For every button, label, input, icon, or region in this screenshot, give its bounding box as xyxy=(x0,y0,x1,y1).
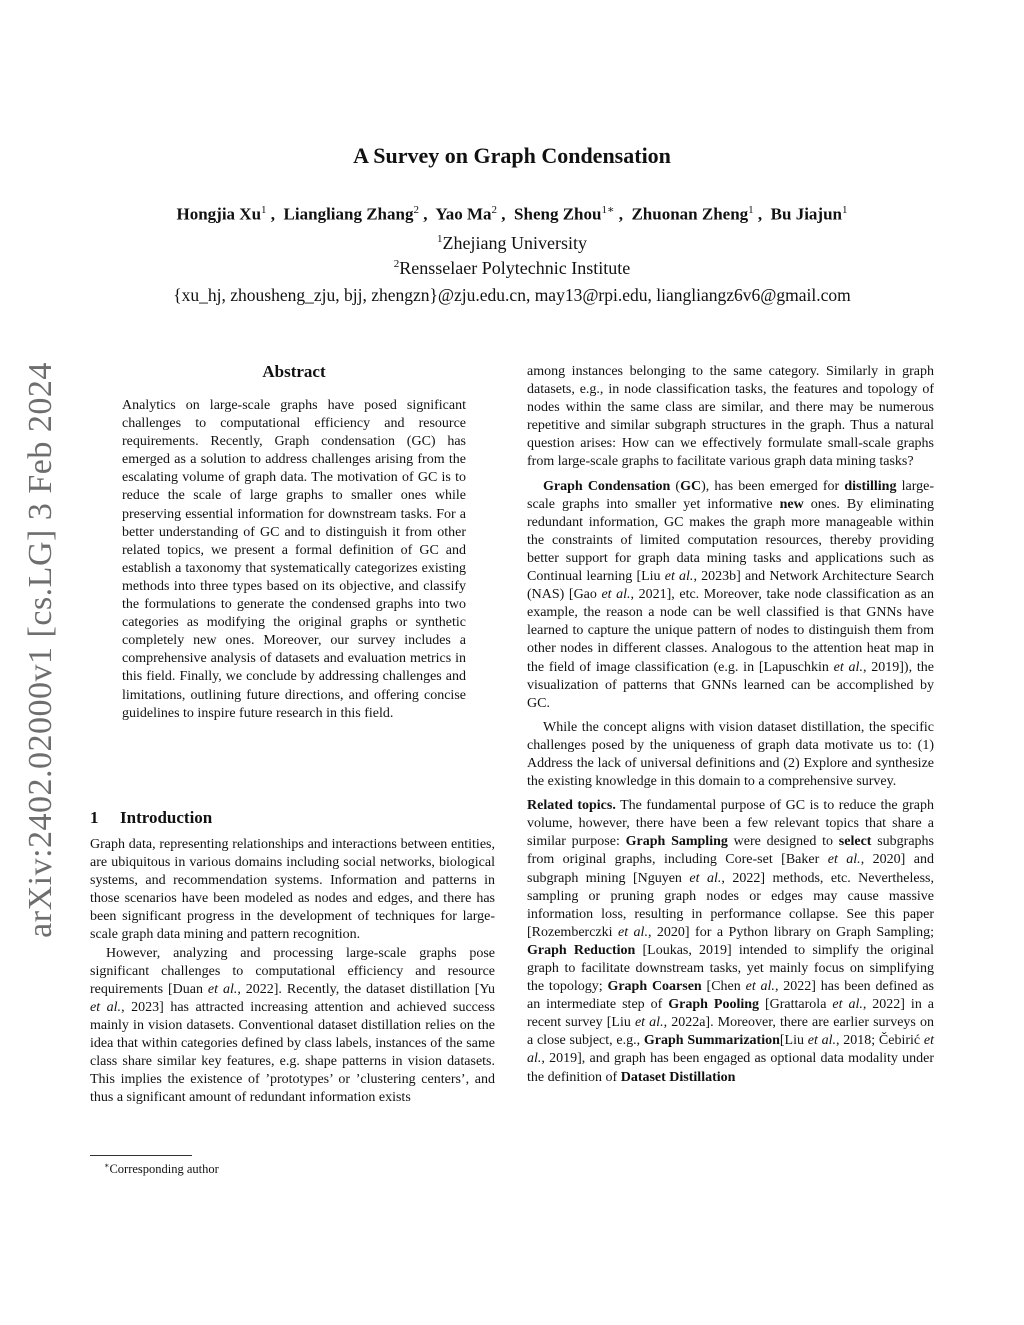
author-name: Liangliang Zhang xyxy=(283,204,414,224)
author-name: Zhuonan Zheng xyxy=(631,204,749,224)
intro-body xyxy=(90,836,495,1107)
section-number: 1 xyxy=(90,808,99,827)
section-title: Introduction xyxy=(120,808,213,827)
right-paragraph-2: Graph Condensation (GC), has been emerged for distilling large-scale graphs into smaller yet informative new ones. By eliminating redundant information, GC makes the graph more manageable within the constraints of limited computation resources, thereby providing better support for graph data mining tasks and applications such as Continual learning [Liu et al., 2023b] and Network Architecture Search (NAS) [Gao et al., 2021], etc. Moreover, take node classification as an example, the reason a node can be well classified is that GNNs have learned to capture the unique pattern of nodes to distinguish them from other nodes in different classes. Analogous to the attention heat map in the field of image classification (e.g. in [Lapuschkin et al., 2019]), the visualization of patterns that GNNs learned can be accomplished by GC. xyxy=(527,478,935,711)
intro-paragraph-2: However, analyzing and processing large-scale graphs pose significant challenges to computational efficiency and resource requirements [Duan et al., 2022]. Recently, the dataset distillation [Yu et al., 2023] has attracted increasing attention and achieved success mainly in vision datasets. Conventional dataset distillation relies on the idea that within categories defined by class labels, instances of the same class share similar key features, e.g. shape patterns in vision datasets. This implies the existence of ’prototypes’ or ’clustering centers’, and thus a significant amount of redundant information exists xyxy=(90,945,495,1106)
affiliation-name: Zhejiang University xyxy=(442,233,587,253)
affiliation-mark: 1 xyxy=(437,233,443,245)
footnote-text: Corresponding author xyxy=(109,1162,219,1177)
author-affil-mark: 2 xyxy=(491,204,498,216)
footnote-mark: ∗ xyxy=(104,1161,110,1170)
abstract-heading: Abstract xyxy=(262,362,326,381)
author-affil-mark: 2 xyxy=(413,204,419,216)
author-affil-mark: 1∗ xyxy=(601,204,615,216)
abstract-paragraph: Analytics on large-scale graphs have posed significant challenges to computational efficiency and resource requirements. Recently, Graph condensation (GC) has emerged as a solution to address challenges arising from the escalating volume of graph data. The motivation of GC is to reduce the scale of large graphs to smaller ones while preserving essential information for downstream tasks. For a better understanding of GC and to distinguish it from other related topics, we present a formal definition of GC and establish a taxonomy that systematically categorizes existing methods into three types based on its objective, and classify the formulations to generate the condensed graphs into two categories as modifying the original graphs or synthetic completely new ones. Moreover, our survey includes a comprehensive analysis of datasets and evaluation metrics in this field. Finally, we conclude by addressing challenges and limitations, outlining future directions, and offering concise guidelines to inspire future research in this field. xyxy=(122,398,466,721)
author-name: Yao Ma xyxy=(435,204,492,224)
affiliation-mark: 2 xyxy=(393,258,400,270)
arxiv-stamp xyxy=(12,362,70,938)
section-heading-introduction xyxy=(90,808,212,828)
paper-title: A Survey on Graph Condensation xyxy=(353,143,671,168)
abstract-body xyxy=(122,397,466,723)
author-affil-mark: 1 xyxy=(261,204,267,216)
affiliation-1 xyxy=(0,233,1024,254)
intro-paragraph-1: Graph data, representing relationships and interactions between entities, are ubiquitous in various domains including social networks, biological systems, and recommendation systems. Information and patterns in those scenarios have been modeled as nodes and edges, and there has been significant progress in the development of techniques for large-scale graph data mining and pattern recognition. xyxy=(90,837,495,943)
right-paragraph-1: among instances belonging to the same category. Similarly in graph datasets, e.g., in node classification tasks, the features and topology of nodes within the same class are similar, and there may be numerous repetitive and similar subgraph structures in the graph. Thus a natural question arises: How can we effectively formulate small-scale graphs from large-scale graphs to facilitate various graph data mining tasks? xyxy=(527,364,934,470)
footnote xyxy=(104,1161,219,1177)
author-emails: {xu_hj, zhousheng_zju, bjj, zhengzn}@zju.edu.cn, may13@rpi.edu, liangliangz6v6@gmail.com xyxy=(173,285,851,305)
affiliation-2 xyxy=(0,258,1024,279)
author-name: Sheng Zhou xyxy=(514,204,602,224)
author-list: Hongjia Xu$^1$ , Liangliang Zhang$^2$ , Yao Ma$^2$ , Sheng Zhou$^{1∗}$ , Zhuonan Zheng$^1$ , Bu Jiajun$^1$ xyxy=(176,204,848,224)
right-paragraph-3: While the concept aligns with vision dataset distillation, the specific challenges posed by the uniqueness of graph data motivate us to: (1) Address the lack of universal definitions and (2) Explore and synthesize the existing knowledge in this domain to a comprehensive survey. xyxy=(527,719,934,790)
author-name: Hongjia Xu xyxy=(176,204,262,224)
author-affil-mark: 1 xyxy=(748,204,754,216)
affiliation-name: Rensselaer Polytechnic Institute xyxy=(399,258,631,278)
footnote-rule xyxy=(90,1155,192,1156)
author-name: Bu Jiajun xyxy=(770,204,842,224)
right-paragraph-related-topics: Related topics. The fundamental purpose of GC is to reduce the graph volume, however, there have been a few relevant topics that share a similar purpose: Graph Sampling were designed to select subgraphs from original graphs, including Core-set [Baker et al., 2020] and subgraph mining [Nguyen et al., 2022] methods, etc. Nevertheless, sampling or pruning graph nodes or edges may cause massive information loss, resulting in performance collapse. See this paper [Rozemberczki et al., 2020] for a Python library on Graph Sampling; Graph Reduction [Loukas, 2019] intended to simplify the original graph to facilitate downstream tasks, yet mainly focus on simplifying the topology; Graph Coarsen [Chen et al., 2022] has been defined as an intermediate step of Graph Pooling [Grattarola et al., 2022] in a recent survey [Liu et al., 2022a]. Moreover, there are earlier surveys on a close subject, e.g., Graph Summarization[Liu et al., 2018; Čebirić et al., 2019], and graph has been engaged as optional data modality under the definition of Dataset Distillation xyxy=(527,798,935,1085)
right-column-body xyxy=(527,363,934,1093)
author-affil-mark: 1 xyxy=(842,204,848,216)
arxiv-stamp-text: arXiv:2402.02000v1 [cs.LG] 3 Feb 2024 xyxy=(22,362,59,938)
